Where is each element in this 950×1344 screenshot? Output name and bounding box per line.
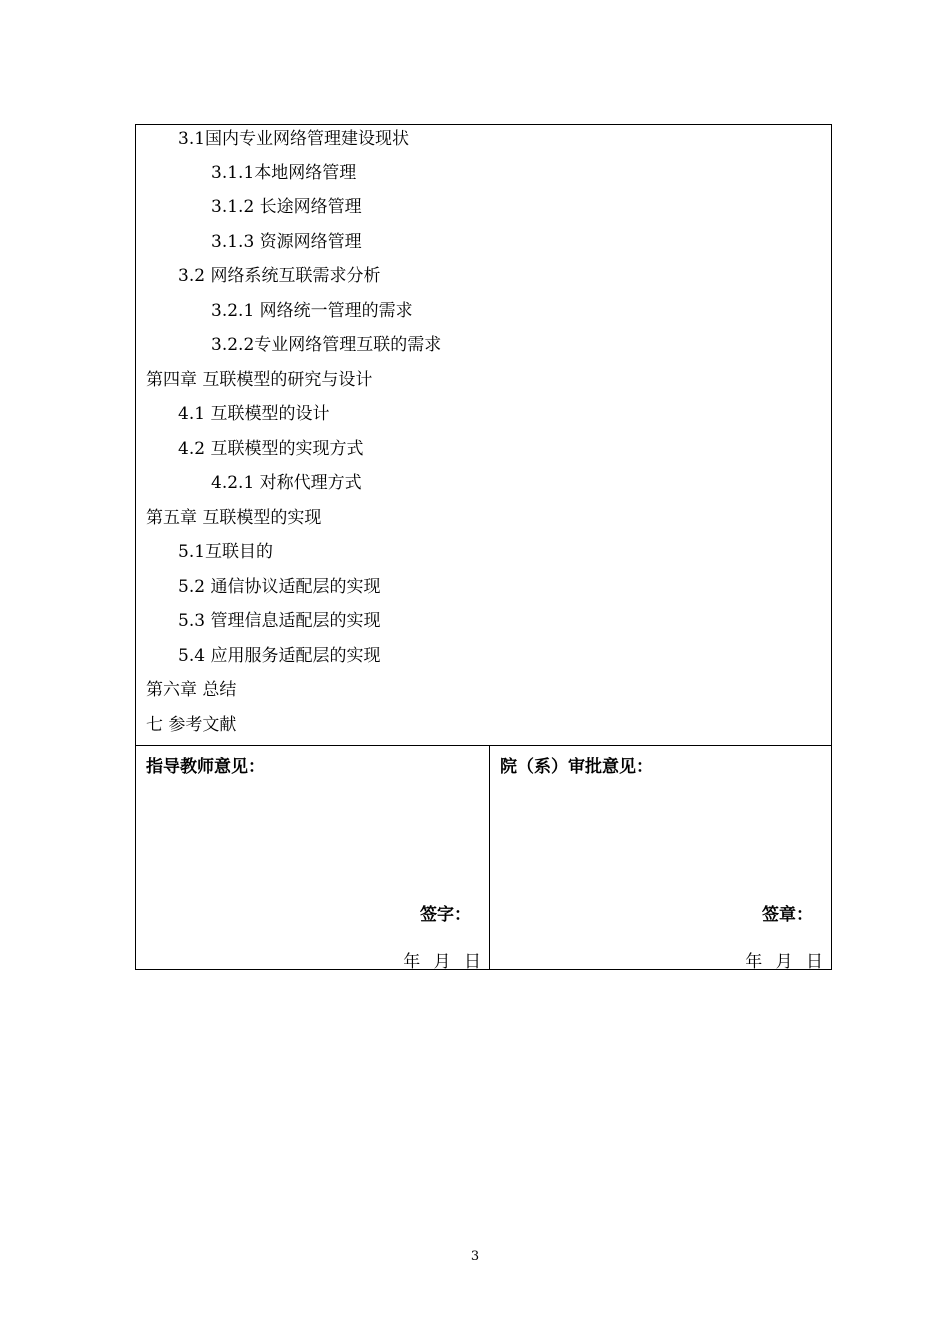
outline-item: 第六章 总结: [146, 680, 237, 700]
outline-item: 3.2.1 网络统一管理的需求: [211, 301, 413, 321]
outline-item: 七 参考文献: [146, 715, 237, 735]
opinion-table-row: [135, 745, 832, 970]
advisor-date-label: 年 月 日: [403, 952, 481, 972]
outline-item: 4.1 互联模型的设计: [178, 404, 330, 424]
outline-item: 3.2 网络系统互联需求分析: [178, 266, 381, 286]
outline-item: 3.1.2 长途网络管理: [211, 197, 362, 217]
outline-item: 5.3 管理信息适配层的实现: [178, 611, 381, 631]
outline-item: 4.2.1 对称代理方式: [211, 473, 362, 493]
outline-item: 第四章 互联模型的研究与设计: [146, 370, 373, 390]
department-opinion-title: 院（系）审批意见：: [500, 757, 653, 777]
outline-item: 4.2 互联模型的实现方式: [178, 439, 364, 459]
outline-item: 5.2 通信协议适配层的实现: [178, 577, 381, 597]
department-opinion-cell: [490, 746, 831, 972]
department-seal-label: 签章：: [762, 905, 813, 925]
outline-item: 5.4 应用服务适配层的实现: [178, 646, 381, 666]
advisor-signature-label: 签字：: [420, 905, 471, 925]
advisor-opinion-cell: [136, 746, 490, 972]
outline-item: 3.2.2专业网络管理互联的需求: [211, 335, 442, 355]
outline-item: 3.1.1本地网络管理: [211, 163, 357, 183]
outline-section: [135, 124, 832, 746]
advisor-opinion-title: 指导教师意见：: [146, 757, 265, 777]
outline-item: 3.1.3 资源网络管理: [211, 232, 362, 252]
outline-item: 5.1互联目的: [178, 542, 274, 562]
outline-item: 3.1国内专业网络管理建设现状: [178, 129, 410, 149]
page-number: 3: [470, 1249, 480, 1264]
outline-item: 第五章 互联模型的实现: [146, 508, 322, 528]
department-date-label: 年 月 日: [745, 952, 823, 972]
